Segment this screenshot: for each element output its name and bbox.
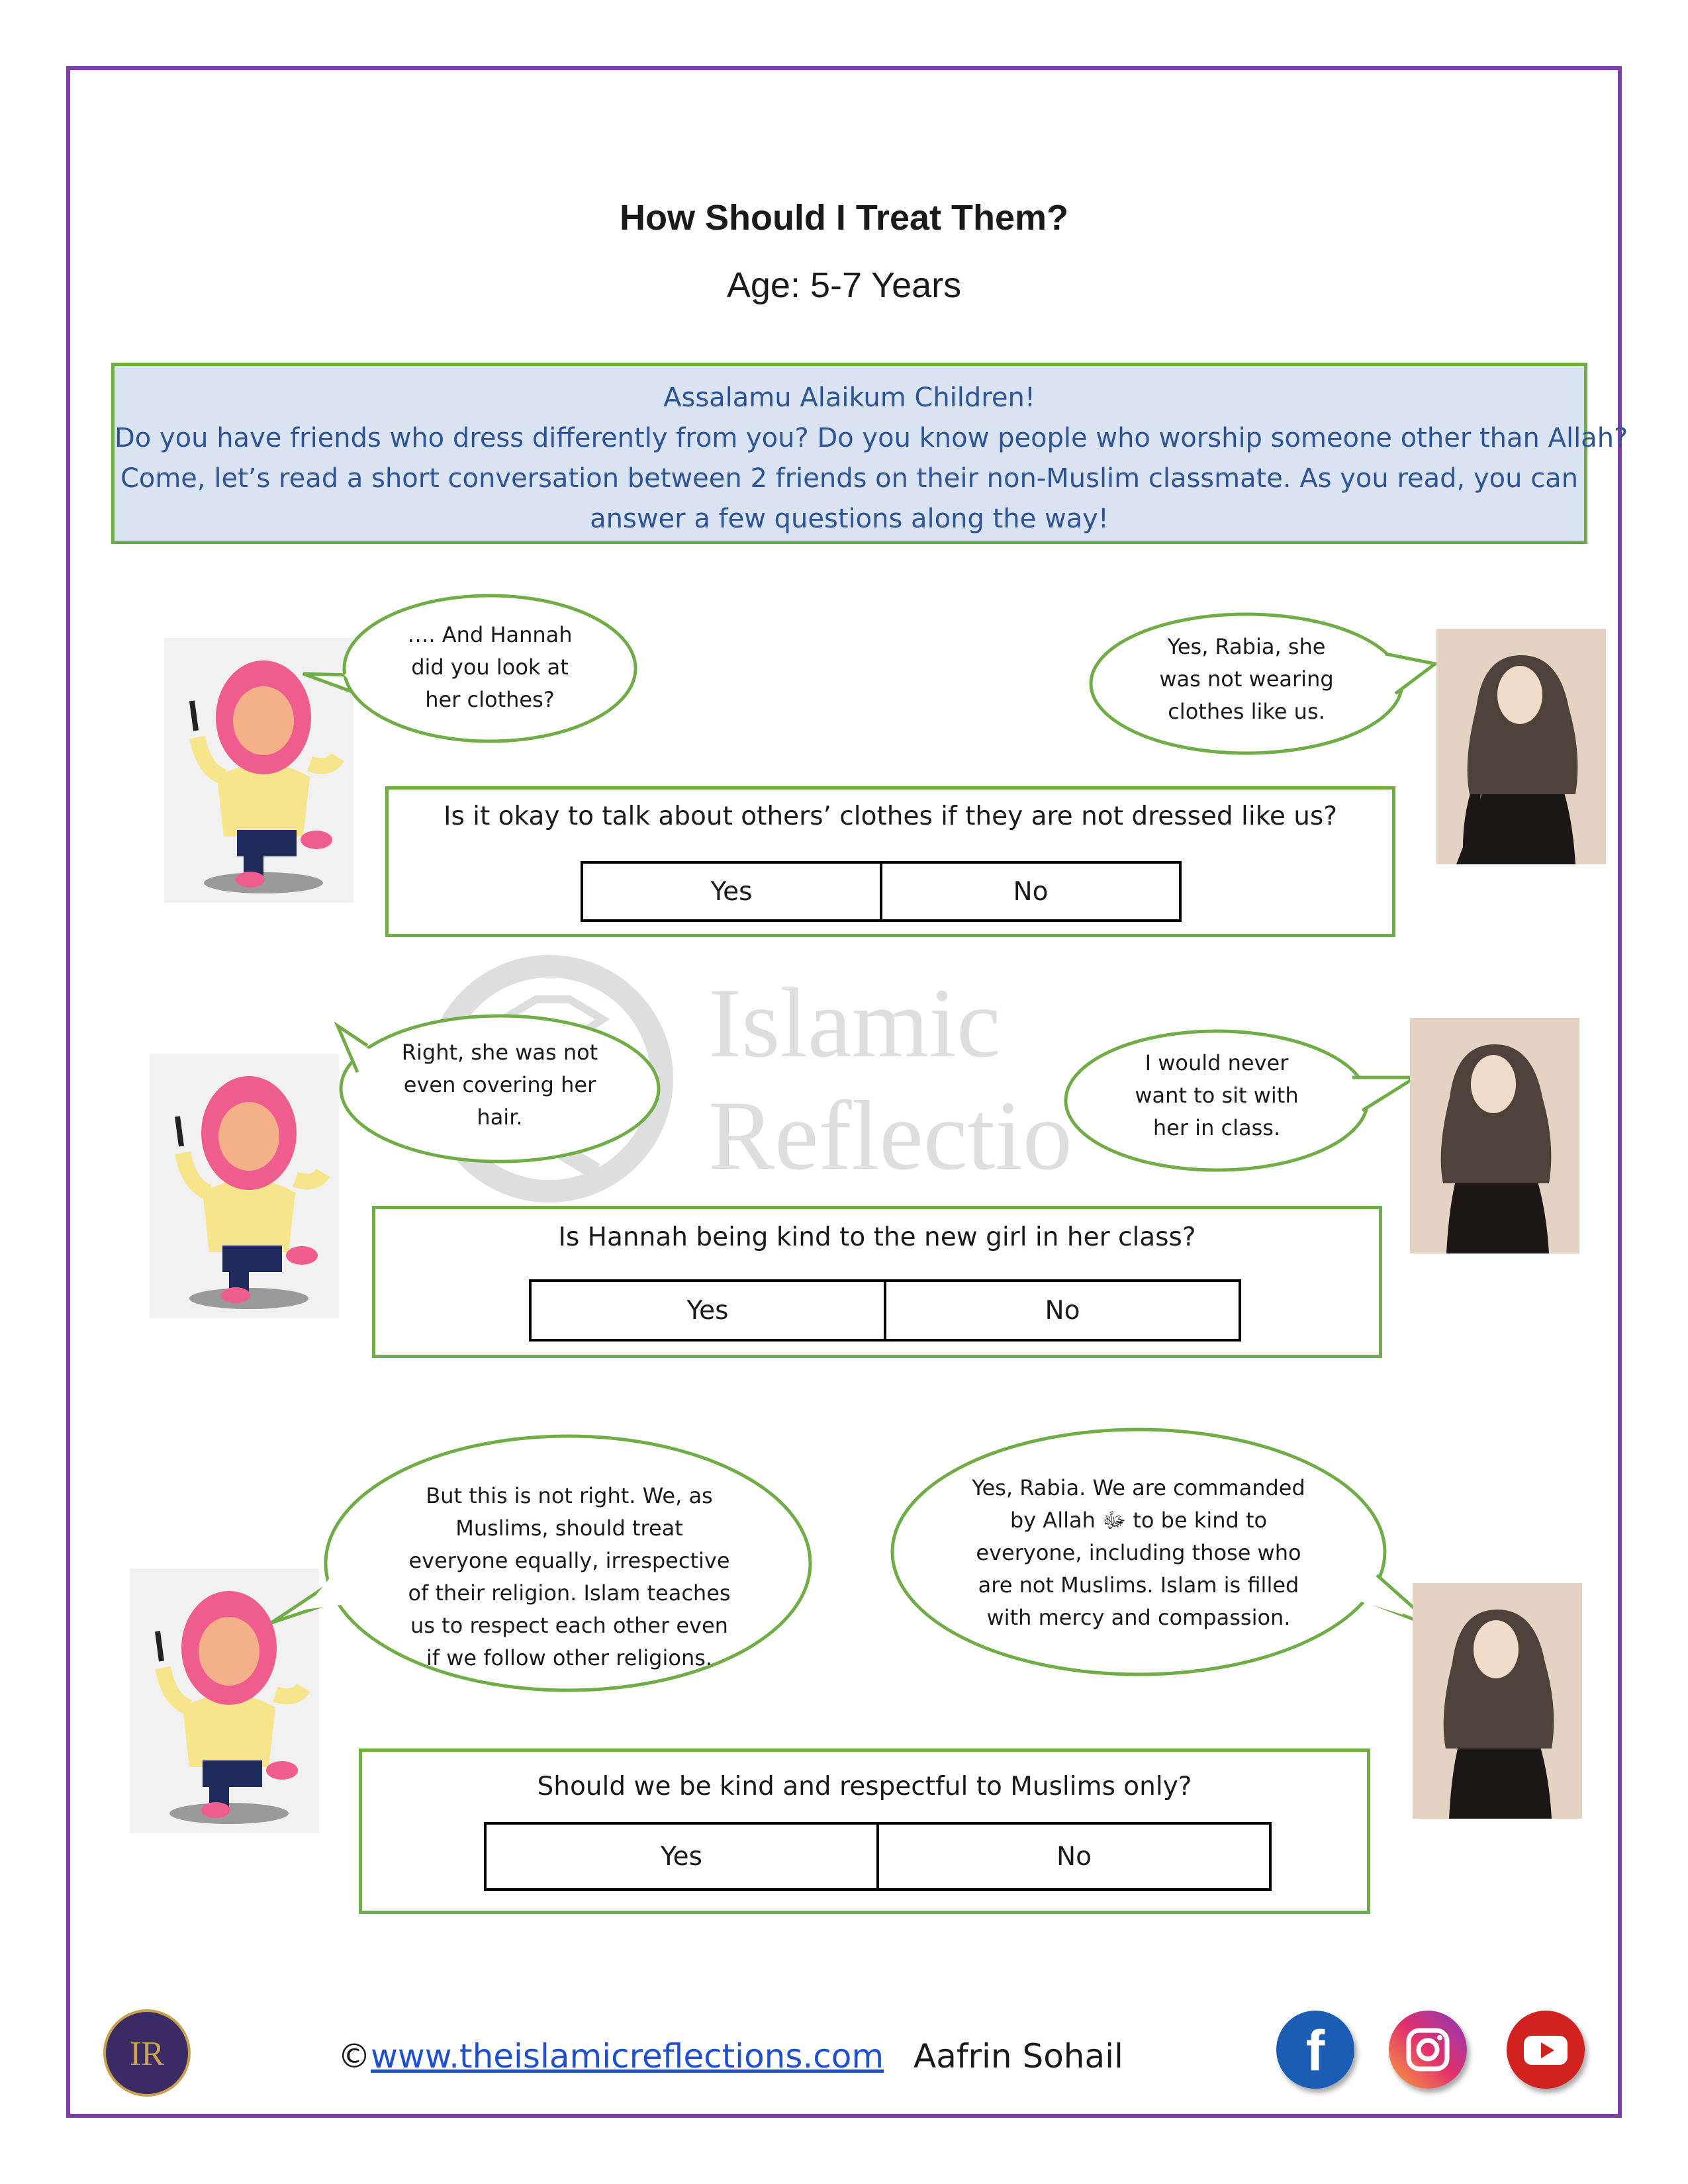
question-box [385,786,1395,937]
bubble-line: everyone, including those who [976,1540,1301,1565]
answer-yes-option[interactable]: Yes [532,1282,886,1339]
footer-logo [103,2009,191,2097]
facebook-icon[interactable] [1276,2011,1354,2089]
speech-bubble-rabia [265,1431,814,1696]
bubble-line: did you look at [411,655,569,680]
bubble-line: Yes, Rabia. We are commanded [972,1475,1305,1500]
bubble-line: her in class. [1152,1115,1281,1140]
question-box [359,1749,1370,1914]
bubble-line: I would never [1145,1050,1289,1075]
svg-text:f: f [1305,2019,1325,2083]
bubble-line: us to respect each other even [410,1613,728,1638]
bubble-line: Right, she was not [401,1040,598,1065]
bubble-line: …. And Hannah [407,622,573,647]
answer-options [529,1279,1241,1342]
bubble-line: But this is not right. We, as [426,1483,713,1508]
speech-bubble-hannah [887,1423,1443,1681]
answer-no-option[interactable]: No [1056,1841,1092,1872]
question-text: Is it okay to talk about others’ clothes if they are not dressed like us? [443,801,1338,831]
woman-drawing [1410,1018,1579,1253]
intro-line: answer a few questions along the way! [590,504,1109,534]
watermark-text: Islamic [708,968,1001,1078]
speech-bubble-hannah [1058,1024,1422,1177]
bubble-line: if we follow other religions. [426,1645,713,1670]
author-name: Aafrin Sohail [914,2037,1123,2075]
question-box [372,1206,1382,1358]
footer-logo-letters: IR [130,2035,164,2073]
speech-bubble-hannah [1084,608,1442,760]
woman-drawing [1436,629,1606,864]
answer-options [581,861,1182,922]
speech-bubble-rabia [331,1013,662,1165]
bubble-line: want to sit with [1135,1083,1299,1108]
woman-illustration [1410,1018,1579,1253]
bubble-line: Muslims, should treat [455,1516,683,1541]
youtube-icon[interactable] [1507,2011,1585,2089]
intro-line: Do you have friends who dress differently from you? Do you know people who worship someone other than Allah? [115,423,1628,453]
question-text: Is Hannah being kind to the new girl in her class? [558,1222,1196,1252]
intro-box [111,363,1628,544]
answer-yes-option[interactable]: Yes [583,864,882,919]
bubble-line: hair. [477,1105,523,1130]
bubble-line: clothes like us. [1168,699,1325,724]
page-subtitle: Age: 5-7 Years [726,265,962,305]
bubble-line: are not Muslims. Islam is filled [978,1572,1299,1598]
bubble-line: her clothes? [425,687,555,712]
bubble-line: was not wearing [1159,666,1334,692]
girl-drawing [150,1054,339,1318]
website-link[interactable]: www.theislamicreflections.com [371,2037,884,2075]
page-title: How Should I Treat Them? [619,198,1069,238]
copyright-symbol: © [338,2037,371,2075]
answer-no-option[interactable]: No [1045,1295,1080,1326]
woman-illustration [1413,1583,1582,1819]
instagram-icon[interactable] [1389,2011,1467,2089]
answer-options [484,1822,1272,1891]
bubble-line: everyone equally, irrespective [408,1548,730,1573]
girl-illustration [150,1054,339,1318]
woman-drawing [1413,1583,1582,1819]
bubble-line: of their religion. Islam teaches [408,1580,731,1606]
answer-no-option[interactable]: No [1013,876,1049,907]
speech-bubble-rabia [298,596,642,754]
woman-illustration [1436,629,1606,864]
bubble-line: with mercy and compassion. [986,1605,1291,1630]
intro-line: Come, let’s read a short conversation between 2 friends on their non-Muslim classmate. As you read, you can [120,463,1579,494]
bubble-line: Yes, Rabia, she [1167,634,1326,659]
footer-copyright [338,2037,884,2075]
answer-yes-option[interactable]: Yes [487,1825,879,1888]
intro-line: Assalamu Alaikum Children! [663,383,1035,413]
question-text: Should we be kind and respectful to Muslims only? [537,1772,1192,1801]
bubble-line: by Allah ﷻ to be kind to [1009,1508,1268,1533]
bubble-line: even covering her [403,1072,596,1097]
watermark-text: Reflectio [708,1081,1072,1191]
